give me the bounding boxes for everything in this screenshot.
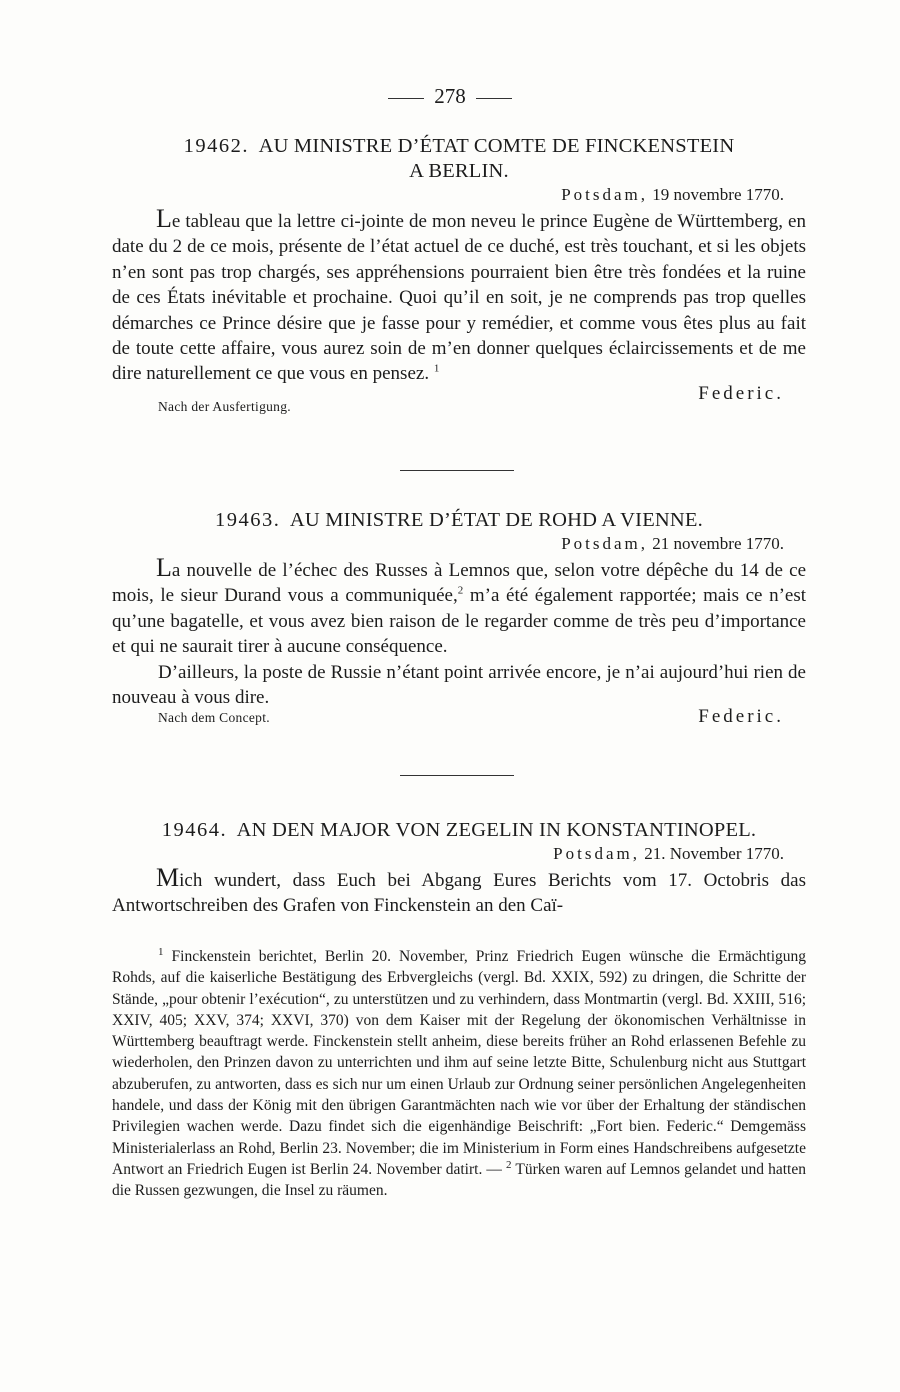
letter-body bbox=[112, 206, 806, 387]
footnote-ref: 2 bbox=[457, 585, 464, 598]
separator-rule bbox=[400, 775, 514, 776]
header-dash-left bbox=[388, 98, 424, 99]
letter-paragraph: Le tableau que la lettre ci-jointe de mon neveu le prince Eugène de Württemberg, en date du 2 de ce mois, présente de l’état actuel de ce duché, est très touchant, et si les objets n’en sont pas trop chargés, ses appréhensions pourraient bien être très fondées et la ruine de ces États inévitable et prochaine. Quoi qu’il en soit, je ne comprends pas trop quelles démarches ce Prince désire que je fasse pour y remédier, et comme vous êtes plus au fait de toute cette affaire, vous aurez soin de m’en donner quelques éclaircissements et de me dire naturellement ce que vous en pensez. $^1$ bbox=[112, 204, 806, 385]
letter-body bbox=[112, 555, 806, 710]
letter-heading bbox=[112, 508, 806, 533]
letter-recipient: AU MINISTRE D’ÉTAT COMTE DE FINCKENSTEIN bbox=[258, 135, 735, 157]
letter-number: 19462. bbox=[183, 135, 250, 157]
letter-signature: Federic. bbox=[698, 706, 784, 728]
separator-rule bbox=[400, 470, 514, 471]
footnote-text: $^1$ Finckenstein berichtet, Berlin 20. November, Prinz Friedrich Eugen wünsche die Ermächtigung Rohds, auf die kaiserliche Bestätigung des Erbvergleichs (vergl. Bd. XXIX, 592) zu dringen, die Schritte der Stände, „pour obtenir l’exécution“, zu unterstützen und zu verhindern, dass Montmartin (vergl. Bd. XXIII, 516; XXIV, 405; XXV, 374; XXVI, 370) von dem Kaiser mit der Regelung der ökonomischen Verhältnisse in Württemberg beauftragt werde. Finckenstein stellt anheim, diese bereits früher an Rohd erlassenen Befehle zu wiederholen, den Prinzen davon zu unterrichten und ihm auf seine letzte Bitte, Schulenburg nicht aus Stuttgart abzuberufen, zu antworten, dass es sich nur um einen Urlaub zur Ordnung seiner persönlichen Angelegenheiten handele, und dass der König mit den übrigen Garantmächten nach wie vor über der Erhaltung der ständischen Privilegien wachen werde. Dazu findet sich die eigenhändige Beischrift: „Fort bien. Federic.“ Demgemäss Ministerialerlass an Rohd, Berlin 23. November; die im Ministerium in Form eines Handschreibens aufgesetzte Antwort an Friedrich Eugen ist Berlin 24. November datirt. — $^2$ Türken waren auf Lemnos gelandet und hatten die Russen gezwungen, die Insel zu räumen. bbox=[112, 945, 806, 1200]
footnotes bbox=[112, 946, 806, 1202]
letter-date: 19 novembre 1770. bbox=[652, 185, 784, 204]
footnote-mark: 2 bbox=[506, 1158, 512, 1171]
initial-letter: L bbox=[156, 553, 172, 582]
letter-recipient: AN DEN MAJOR VON ZEGELIN IN KONSTANTINOPEL. bbox=[236, 819, 757, 841]
initial-letter: M bbox=[156, 863, 180, 892]
footnote-mark: 1 bbox=[158, 945, 164, 958]
letter-source: Nach der Ausfertigung. bbox=[158, 398, 291, 414]
letter-dateline bbox=[112, 533, 806, 555]
letter-recipient: AU MINISTRE D’ÉTAT DE ROHD A VIENNE. bbox=[289, 509, 703, 531]
page-header bbox=[0, 84, 900, 109]
letter-date: 21. November 1770. bbox=[644, 844, 784, 863]
letter-heading bbox=[112, 818, 806, 843]
letter-19463 bbox=[112, 508, 806, 726]
letter-paragraph: Mich wundert, dass Euch bei Abgang Eures Berichts vom 17. Octobris das Antwortschreiben des Grafen von Finckenstein an den Caï- bbox=[112, 863, 806, 917]
letter-place: Potsdam, bbox=[553, 844, 640, 863]
header-dash-right bbox=[476, 98, 512, 99]
letter-body bbox=[112, 865, 806, 919]
letter-dateline bbox=[112, 184, 806, 206]
letter-paragraph: La nouvelle de l’échec des Russes à Lemnos que, selon votre dépêche du 14 de ce mois, le sieur Durand vous a communiquée,$^2$ m’a été également rapportée; mais ce n’est qu’une bagatelle, et vous avez bien raison de le regarder comme de très peu d’importance et qui ne saurait tirer à aucune conséquence. bbox=[112, 553, 806, 658]
initial-letter: L bbox=[156, 204, 172, 233]
letter-signature: Federic. bbox=[698, 382, 784, 404]
letter-19464 bbox=[112, 818, 806, 919]
letter-recipient-line2: A BERLIN. bbox=[409, 160, 509, 182]
footnote-ref: 1 bbox=[433, 363, 440, 376]
letter-place: Potsdam, bbox=[561, 534, 649, 553]
letter-source: Nach dem Concept. bbox=[158, 710, 270, 726]
letter-number: 19463. bbox=[215, 509, 281, 531]
letter-date: 21 novembre 1770. bbox=[652, 534, 784, 553]
letter-paragraph: D’ailleurs, la poste de Russie n’étant point arrivée encore, je n’ai aujourd’hui rien de nouveau à vous dire. bbox=[112, 661, 806, 709]
letter-heading bbox=[112, 134, 806, 184]
letter-number: 19464. bbox=[161, 819, 228, 841]
letter-place: Potsdam, bbox=[561, 185, 649, 204]
letter-dateline bbox=[112, 843, 806, 865]
letter-19462 bbox=[112, 134, 806, 415]
page-number: 278 bbox=[434, 84, 466, 108]
